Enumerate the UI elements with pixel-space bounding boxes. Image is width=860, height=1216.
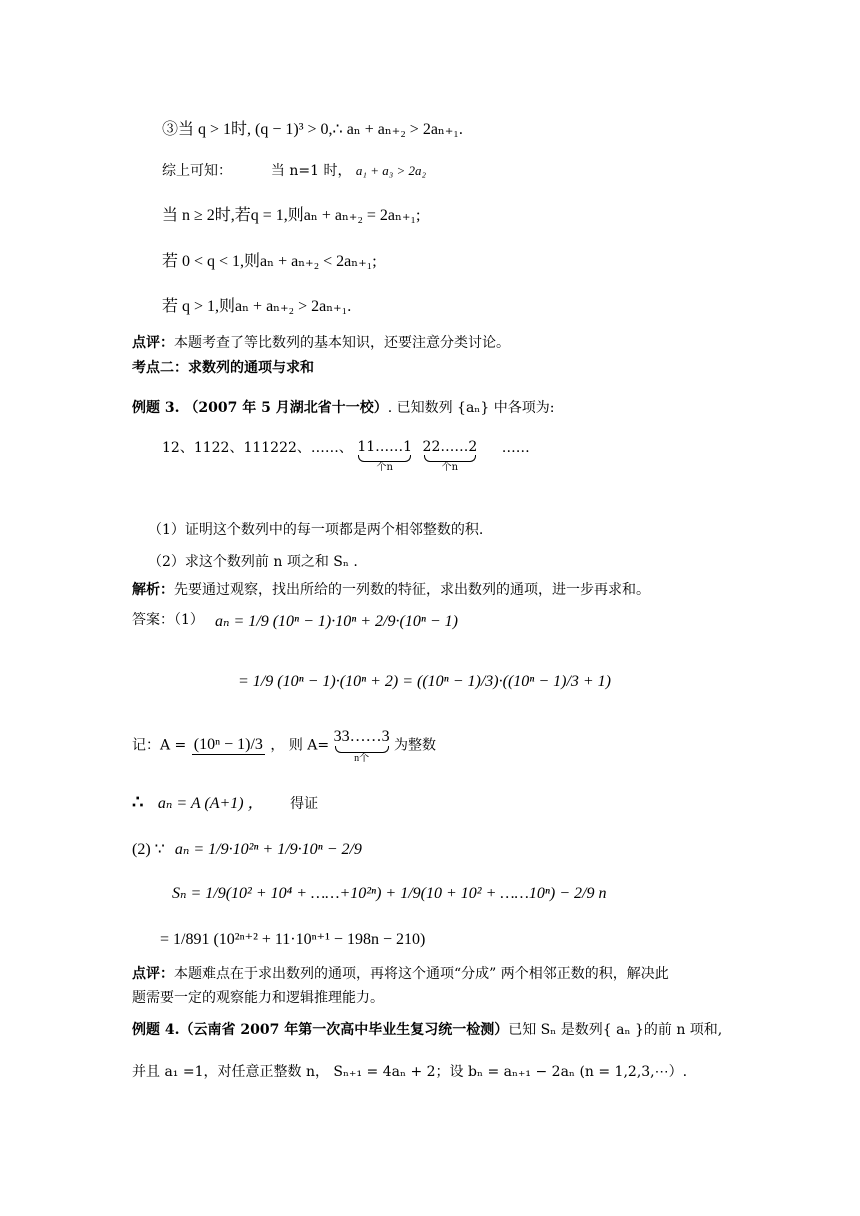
note-a-line bbox=[132, 728, 436, 764]
case-q-gt-1-text: 若 q > 1,则aₙ + aₙ₊₂ > 2aₙ₊₁. bbox=[162, 298, 352, 315]
therefore-conclusion: 得证 bbox=[290, 796, 319, 812]
example-3-label: 例题 3. （2007 年 5 月湖北省十一校） bbox=[132, 400, 388, 416]
summary-line bbox=[162, 163, 426, 180]
part-2-sum-line bbox=[172, 884, 606, 903]
therefore-expression: aₙ = A (A+1) ， bbox=[157, 795, 264, 812]
case-q-between-line bbox=[162, 252, 377, 271]
example-4-line-2 bbox=[132, 1064, 687, 1081]
part-2-result-line bbox=[160, 930, 425, 949]
question-2 bbox=[148, 554, 358, 571]
comment-2-text-b: 题需要一定的观察能力和逻辑推理能力。 bbox=[132, 990, 384, 1006]
sequence-ones-text: 11……1 bbox=[357, 439, 413, 455]
part-2-line bbox=[132, 840, 362, 859]
summary-case-n1: 当 n=1 时， bbox=[270, 163, 352, 179]
answer-1-line bbox=[132, 612, 204, 629]
comment-1-label: 点评： bbox=[132, 335, 174, 351]
case-q-between-text: 若 0 < q < 1,则aₙ + aₙ₊₂ < 2aₙ₊₁; bbox=[162, 253, 377, 270]
sequence-line bbox=[162, 440, 530, 473]
sequence-twos-text: 22……2 bbox=[422, 439, 478, 455]
note-a-threes bbox=[334, 728, 390, 764]
example-4-conditions: 并且 a₁ =1，对任意正整数 n， Sₙ₊₁ = 4aₙ + 2；设 bₙ = aₙ₊₁ − 2aₙ (n = 1,2,3,⋯）. bbox=[132, 1064, 688, 1080]
answer-1-prefix: 答案：（1） bbox=[132, 612, 204, 628]
comment-2-text-a: 本题难点在于求出数列的通项，再将这个通项“分成” 两个相邻正数的积，解决此 bbox=[174, 966, 669, 982]
part-2-prefix: (2) ∵ bbox=[132, 841, 165, 858]
case-q-gt-1-line bbox=[162, 297, 351, 316]
therefore-symbol: ∴ bbox=[132, 792, 144, 813]
example-4-label: 例题 4.（云南省 2007 年第一次高中毕业生复习统一检测） bbox=[132, 1022, 509, 1038]
example-4-heading bbox=[132, 1022, 722, 1039]
section-heading bbox=[132, 360, 314, 377]
comment-1 bbox=[132, 335, 510, 352]
comment-2 bbox=[132, 966, 669, 983]
analysis-text: 先要通过观察，找出所给的一列数的特征，求出数列的通项，进一步再求和。 bbox=[174, 582, 650, 598]
note-a-middle: ， 则 A= bbox=[270, 737, 330, 754]
case-n-ge-2-text: 当 n ≥ 2时,若q = 1,则aₙ + aₙ₊₂ = 2aₙ₊₁; bbox=[162, 207, 421, 224]
section-heading-text: 考点二：求数列的通项与求和 bbox=[132, 360, 314, 376]
answer-1-expression-2: = 1/9 (10ⁿ − 1)·(10ⁿ + 2) = ((10ⁿ − 1)/3)·((10ⁿ − 1)/3 + 1) bbox=[238, 673, 612, 690]
underbrace bbox=[335, 746, 389, 753]
sequence-ones-term bbox=[357, 440, 412, 473]
analysis bbox=[132, 582, 650, 599]
question-2-text: （2）求这个数列前 n 项之和 Sₙ . bbox=[148, 554, 358, 570]
summary-label: 综上可知： bbox=[162, 163, 232, 179]
example-3-text: . 已知数列 {aₙ} 中各项为: bbox=[387, 400, 555, 416]
sequence-twos-count: 个n bbox=[441, 462, 459, 474]
sequence-head: 12、1122、111222、……、 bbox=[162, 440, 353, 456]
note-a-threes-text: 33……3 bbox=[333, 728, 390, 745]
answer-1-formula bbox=[215, 612, 458, 631]
case-n-ge-2-line bbox=[162, 206, 420, 225]
sequence-twos-term bbox=[423, 440, 478, 473]
note-a-fraction bbox=[192, 736, 265, 755]
question-1-text: （1）证明这个数列中的每一项都是两个相邻整数的积. bbox=[148, 522, 484, 538]
note-a-threes-count: n个 bbox=[354, 752, 370, 764]
answer-1-line-2 bbox=[238, 672, 611, 691]
note-a-suffix: 为整数 bbox=[394, 737, 437, 754]
part-2-sum-expression: Sₙ = 1/9(10² + 10⁴ + ……+10²ⁿ) + 1/9(10 + 10² + ……10ⁿ) − 2/9 n bbox=[172, 885, 607, 902]
comment-2-cont bbox=[132, 990, 384, 1007]
analysis-label: 解析： bbox=[132, 582, 174, 598]
example-3-heading bbox=[132, 400, 554, 417]
note-a-prefix: 记：A = bbox=[132, 737, 187, 754]
case-3-line bbox=[162, 120, 463, 139]
summary-case-n1-formula: a₁ + a₃ > 2a₂ bbox=[355, 163, 427, 178]
note-a-fraction-text: (10ⁿ − 1)/3 bbox=[192, 736, 265, 755]
question-1 bbox=[148, 522, 483, 539]
answer-1-expression: aₙ = 1/9 (10ⁿ − 1)·10ⁿ + 2/9·(10ⁿ − 1) bbox=[215, 613, 458, 630]
sequence-tail: …… bbox=[501, 440, 530, 456]
comment-2-label: 点评： bbox=[132, 966, 174, 982]
example-4-text: 已知 Sₙ 是数列{ aₙ }的前 n 项和, bbox=[508, 1022, 723, 1038]
case-3-text: ③当 q > 1时, (q − 1)³ > 0,∴ aₙ + aₙ₊₂ > 2aₙ₊₁. bbox=[162, 121, 463, 138]
part-2-result-expression: = 1/891 (10²ⁿ⁺² + 11·10ⁿ⁺¹ − 198n − 210) bbox=[160, 931, 426, 948]
sequence-ones-count: 个n bbox=[376, 462, 393, 474]
therefore-line bbox=[132, 792, 318, 814]
part-2-expression: aₙ = 1/9·10²ⁿ + 1/9·10ⁿ − 2/9 bbox=[174, 841, 362, 858]
comment-1-text: 本题考查了等比数列的基本知识，还要注意分类讨论。 bbox=[174, 335, 510, 351]
